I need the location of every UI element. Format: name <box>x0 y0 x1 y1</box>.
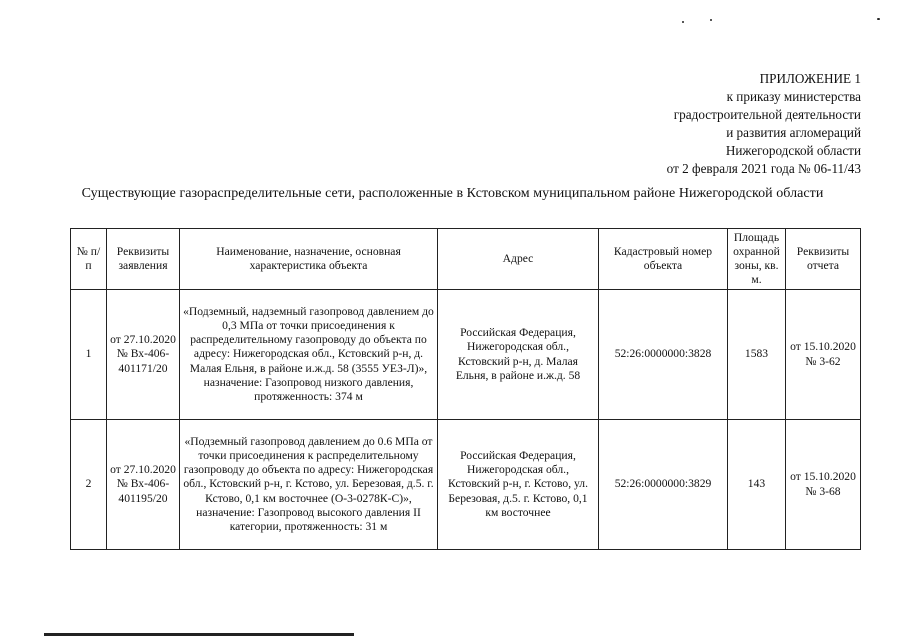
appendix-line: и развития агломераций <box>726 125 861 140</box>
gas-networks-table <box>70 228 861 550</box>
appendix-line: Нижегородской области <box>725 143 861 158</box>
header-cadastral-number: Кадастровый номер объекта <box>599 229 728 290</box>
header-number: № п/п <box>71 229 107 290</box>
cell-report-details: от 15.10.2020 № 3-62 <box>786 290 861 420</box>
cell-address: Российская Федерация, Нижегородская обл., Кстовский р-н, д. Малая Ельня, в районе и.ж.д. 58 <box>438 290 599 420</box>
cell-address: Российская Федерация, Нижегородская обл., Кстовский р-н, г. Кстово, ул. Березовая, д.5. г. Кстово, 0,1 км восточнее <box>438 420 599 550</box>
table-row <box>71 290 861 420</box>
scan-speck <box>877 18 880 20</box>
cell-object-description: «Подземный газопровод давлением до 0.6 МПа от точки присоединения к распределительному газопроводу до объекта по адресу: Нижегородская обл., Кстовский р-н, г. Кстово, ул. Березовая, д.5. г. Кстово, 0,1 км восточнее (О-3-0278К-С)», назначение: Газопровод высокого давления II категории, протяженность: 31 м <box>180 420 438 550</box>
appendix-line: от 2 февраля 2021 года № 06-11/43 <box>666 161 861 176</box>
scan-speck <box>710 19 712 21</box>
header-zone-area: Площадь охранной зоны, кв. м. <box>728 229 786 290</box>
cell-cadastral-number: 52:26:0000000:3829 <box>599 420 728 550</box>
cell-number: 1 <box>71 290 107 420</box>
header-address: Адрес <box>438 229 599 290</box>
cell-zone-area: 1583 <box>728 290 786 420</box>
appendix-line: к приказу министерства <box>726 89 861 104</box>
cell-application-details: от 27.10.2020 № Вх-406-401195/20 <box>107 420 180 550</box>
scan-speck <box>682 21 684 23</box>
cell-application-details: от 27.10.2020 № Вх-406-401171/20 <box>107 290 180 420</box>
appendix-line: ПРИЛОЖЕНИЕ 1 <box>759 71 861 86</box>
appendix-line: градостроительной деятельности <box>673 107 861 122</box>
appendix-header <box>667 70 861 178</box>
header-report-details: Реквизиты отчета <box>786 229 861 290</box>
scan-edge-line <box>44 633 354 636</box>
cell-zone-area: 143 <box>728 420 786 550</box>
cell-number: 2 <box>71 420 107 550</box>
header-object-description: Наименование, назначение, основная характеристика объекта <box>180 229 438 290</box>
table-row <box>71 420 861 550</box>
cell-object-description: «Подземный, надземный газопровод давлением до 0,3 МПа от точки присоединения к распределительному газопроводу до объекта по адресу: Нижегородская обл., Кстовский р-н, д. Малая Ельня, в районе и.ж.д. 58 (3555 УЕЗ-Л)», назначение: Газопровод низкого давления, протяженность: 374 м <box>180 290 438 420</box>
cell-cadastral-number: 52:26:0000000:3828 <box>599 290 728 420</box>
table-header-row <box>71 229 861 290</box>
header-application-details: Реквизиты заявления <box>107 229 180 290</box>
cell-report-details: от 15.10.2020 № 3-68 <box>786 420 861 550</box>
document-title: Существующие газораспределительные сети, расположенные в Кстовском муниципальном районе Нижегородской области <box>81 186 824 201</box>
